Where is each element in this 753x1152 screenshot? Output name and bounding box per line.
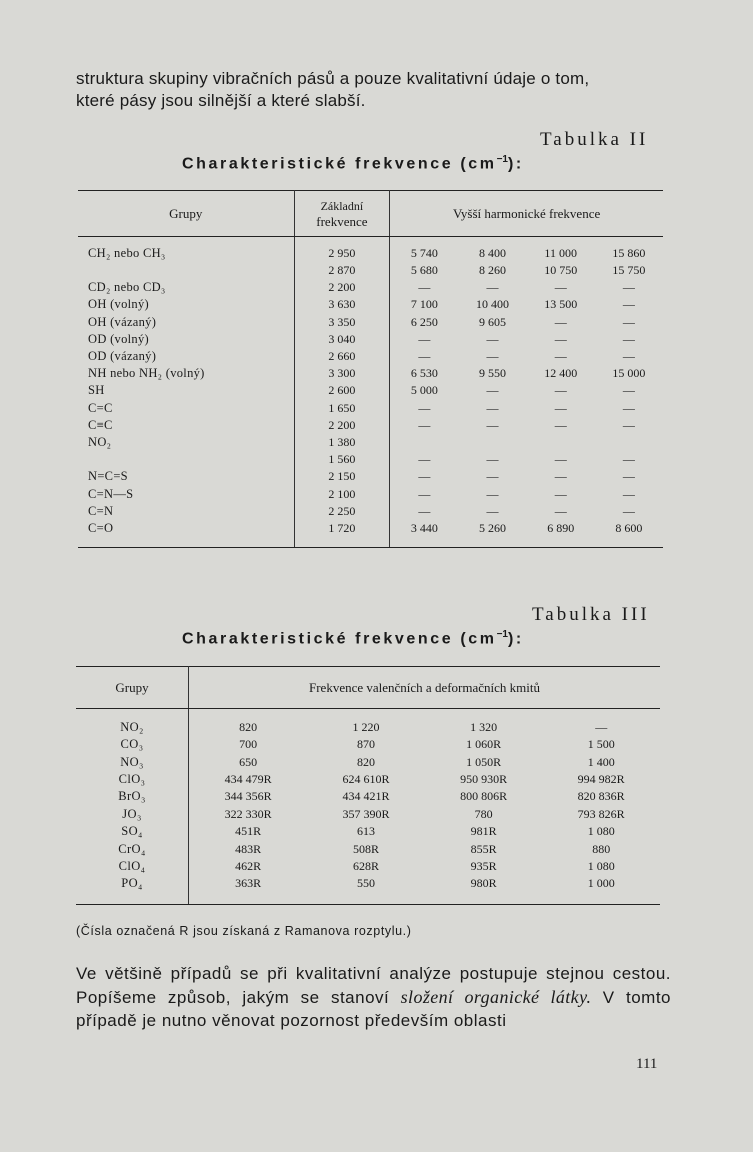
- table3-cell-frequency: 700: [239, 737, 258, 752]
- table3-cell-frequency: 363R: [189, 875, 308, 905]
- table3-cell-frequency: 800 806R: [460, 789, 508, 804]
- table2-cell-group: N=C=S: [78, 468, 294, 485]
- table2-cell-harmonic: —: [486, 280, 499, 295]
- table2-header-harmonic: Vyšší harmonické frekvence: [390, 191, 663, 237]
- table3-cell-frequency: 483R: [235, 841, 262, 856]
- table3-label: Tabulka III: [532, 604, 650, 625]
- table2-cell-harmonic: —: [554, 469, 567, 484]
- table3-cell-frequency: 880: [592, 841, 611, 856]
- table2-cell-harmonic: —: [418, 349, 431, 364]
- body-text-start: Ve většině případů se při kvalitativní analýze postupuje stejnou cestou. Popíšeme způsob, jakým se stanoví: [76, 964, 671, 1007]
- table2-row: [78, 520, 663, 548]
- table2-cell-harmonic: —: [418, 486, 431, 501]
- table3-cell-frequency: 451R: [235, 824, 262, 839]
- table2-cell-harmonic: —: [418, 331, 431, 346]
- table2-cell-base: 1 650: [294, 400, 390, 417]
- table3-cell-group: NO₃: [76, 753, 189, 770]
- table2-header-base-line1: Základní: [320, 198, 364, 213]
- table2-caption: [182, 154, 524, 173]
- table3-cell-frequency: 613: [357, 824, 376, 839]
- table2-cell-harmonic: —: [622, 314, 635, 329]
- table3-cell-frequency: 628R: [353, 858, 380, 873]
- table3-row: [76, 709, 660, 737]
- table2-cell-harmonic: [595, 434, 663, 451]
- table3-row: [76, 840, 660, 857]
- table2-cell-harmonic: —: [622, 452, 635, 467]
- table3-cell-frequency: 1 080: [587, 824, 615, 839]
- table2-cell-harmonic: 5 260: [458, 520, 526, 548]
- table3-row: [76, 788, 660, 805]
- table2-cell-harmonic: —: [486, 349, 499, 364]
- table3-cell-frequency: 508R: [353, 841, 380, 856]
- table2-cell-harmonic: 3 440: [390, 520, 459, 548]
- table2-cell-base: 1 560: [294, 451, 390, 468]
- table2-body: [78, 237, 663, 548]
- table3-cell-frequency: 624 610R: [342, 771, 390, 786]
- table2-cell-harmonic: —: [486, 486, 499, 501]
- table2-cell-harmonic: [390, 434, 459, 451]
- table3-cell-frequency: 820: [357, 754, 376, 769]
- table2-cell-group: OD (vázaný): [78, 348, 294, 365]
- table3-row: [76, 875, 660, 905]
- table2-cell-harmonic: 10 400: [476, 297, 510, 312]
- table2-caption-exponent: −1: [496, 154, 508, 165]
- table3-cell-group: ClO₄: [76, 858, 189, 875]
- table2-cell-harmonic: —: [418, 452, 431, 467]
- table3-cell-frequency: 980R: [425, 875, 543, 905]
- table3-cell-frequency: 550: [307, 875, 425, 905]
- table2-cell-harmonic: —: [554, 417, 567, 432]
- table3-cell-group: BrO₃: [76, 788, 189, 805]
- table2-row: [78, 400, 663, 417]
- table2-header-base-line2: frekvence: [316, 213, 368, 229]
- table3-row: [76, 736, 660, 753]
- table2-caption-suffix: ):: [507, 155, 524, 173]
- table2-cell-group: [78, 451, 294, 468]
- table2-cell-harmonic: 7 100: [410, 297, 438, 312]
- table2-cell-harmonic: 13 500: [544, 297, 578, 312]
- table2-cell-base: 2 660: [294, 348, 390, 365]
- table2-cell-group: C=C: [78, 400, 294, 417]
- table2-cell-harmonic: —: [554, 486, 567, 501]
- table3-cell-frequency: 870: [357, 737, 376, 752]
- table2-cell-group: CH₂ nebo CH₃: [78, 237, 294, 263]
- table3-cell-group: JO₃: [76, 806, 189, 823]
- table2-cell-harmonic: —: [622, 503, 635, 518]
- table2-cell-harmonic: —: [622, 331, 635, 346]
- table2-row: [78, 314, 663, 331]
- table3-row: [76, 753, 660, 770]
- table2-cell-harmonic: 5 740: [410, 246, 438, 260]
- table2-cell-group: SH: [78, 382, 294, 399]
- table2-cell-base: 3 630: [294, 296, 390, 313]
- table3-cell-group: CrO₄: [76, 840, 189, 857]
- table2-cell-group: CD₂ nebo CD₃: [78, 279, 294, 296]
- table3-cell-frequency: 855R: [470, 841, 497, 856]
- table2-cell-harmonic: 9 605: [479, 314, 507, 329]
- table2-cell-harmonic: —: [622, 280, 635, 295]
- table2-cell-harmonic: —: [554, 383, 567, 398]
- table2-cell-harmonic: —: [486, 452, 499, 467]
- table2-caption-text: Charakteristické frekvence (cm: [182, 155, 497, 173]
- table3-row: [76, 858, 660, 875]
- body-text-end: V tomto případě je nutno věnovat pozornost především oblasti: [76, 987, 671, 1030]
- table2-cell-harmonic: 15 000: [612, 366, 646, 381]
- table2-cell-harmonic: —: [622, 417, 635, 432]
- table2-cell-harmonic: 8 400: [479, 246, 507, 260]
- table3-cell-frequency: 1 050R: [466, 754, 502, 769]
- table3-header-row: [76, 667, 660, 709]
- table2-row: [78, 503, 663, 520]
- table2-cell-group: C=N—S: [78, 485, 294, 502]
- intro-line-2: které pásy jsou silnější a které slabší.: [76, 91, 366, 110]
- table2-cell-harmonic: 5 680: [410, 263, 438, 278]
- table3-cell-frequency: 650: [239, 754, 258, 769]
- table3-cell-frequency: 357 390R: [342, 806, 390, 821]
- table2-cell-harmonic: —: [486, 469, 499, 484]
- table3-cell-frequency: 1 320: [470, 720, 498, 734]
- table2-cell-base: 1 720: [294, 520, 390, 548]
- table3-cell-frequency: 981R: [470, 824, 497, 839]
- table2-cell-harmonic: 11 000: [544, 246, 577, 260]
- intro-paragraph: [76, 68, 676, 112]
- table2-cell-harmonic: 12 400: [544, 366, 578, 381]
- table2-cell-harmonic: —: [554, 503, 567, 518]
- table2-cell-group: C=N: [78, 503, 294, 520]
- table2-cell-harmonic: 6 250: [410, 314, 438, 329]
- table2-cell-harmonic: —: [486, 400, 499, 415]
- table2-cell-group: NO₂: [78, 434, 294, 451]
- table2-cell-harmonic: —: [554, 452, 567, 467]
- table2-cell-harmonic: 5 000: [410, 383, 438, 398]
- table2-cell-harmonic: —: [622, 400, 635, 415]
- body-paragraph: [76, 962, 671, 1033]
- table2-row: [78, 279, 663, 296]
- body-text-emphasis: složení organické látky.: [400, 986, 592, 1007]
- table2-cell-harmonic: 15 750: [612, 263, 646, 278]
- table2-row: [78, 485, 663, 502]
- table2-cell-base: 3 300: [294, 365, 390, 382]
- table2-cell-harmonic: 10 750: [544, 263, 578, 278]
- table3: [76, 666, 660, 905]
- table3-cell-frequency: 994 982R: [577, 771, 625, 786]
- table2: [78, 190, 663, 548]
- table2-row: [78, 365, 663, 382]
- table2-cell-harmonic: 8 260: [479, 263, 507, 278]
- table3-row: [76, 771, 660, 788]
- table2-cell-harmonic: —: [554, 314, 567, 329]
- intro-line-1: struktura skupiny vibračních pásů a pouze kvalitativní údaje o tom,: [76, 69, 590, 88]
- table3-cell-frequency: —: [595, 720, 608, 734]
- table3-caption-exponent: −1: [496, 629, 508, 640]
- table2-cell-harmonic: —: [554, 331, 567, 346]
- table2-row: [78, 468, 663, 485]
- table2-cell-harmonic: —: [622, 297, 635, 312]
- table2-cell-harmonic: —: [418, 417, 431, 432]
- table2-header-row: [78, 191, 663, 237]
- table3-cell-frequency: 1 400: [587, 754, 615, 769]
- table2-cell-harmonic: —: [486, 331, 499, 346]
- table2-cell-harmonic: —: [622, 486, 635, 501]
- table2-cell-harmonic: —: [622, 469, 635, 484]
- table2-cell-group: OH (volný): [78, 296, 294, 313]
- table2-cell-base: 2 150: [294, 468, 390, 485]
- table3-header-groups: Grupy: [76, 667, 189, 709]
- page-number: 111: [636, 1056, 658, 1072]
- table3-body: [76, 709, 660, 905]
- table2-cell-harmonic: [458, 434, 526, 451]
- table3-cell-group: SO₄: [76, 823, 189, 840]
- table2-cell-base: 3 350: [294, 314, 390, 331]
- table3-caption-suffix: ):: [507, 630, 524, 648]
- table3-cell-frequency: 322 330R: [224, 806, 272, 821]
- table3-cell-frequency: 1 060R: [466, 737, 502, 752]
- table3-cell-frequency: 820 836R: [577, 789, 625, 804]
- table2-header-base: [294, 191, 390, 237]
- table3-cell-frequency: 1 000: [542, 875, 660, 905]
- table3-row: [76, 806, 660, 823]
- table2-row: [78, 348, 663, 365]
- table2-cell-harmonic: —: [622, 349, 635, 364]
- table2-cell-harmonic: 8 600: [595, 520, 663, 548]
- table2-cell-harmonic: —: [486, 417, 499, 432]
- table2-label: Tabulka II: [540, 129, 649, 150]
- table2-row: [78, 451, 663, 468]
- table2-cell-base: 1 380: [294, 434, 390, 451]
- table2-cell-harmonic: —: [418, 503, 431, 518]
- table2-cell-harmonic: [527, 434, 595, 451]
- table3-cell-group: CO₃: [76, 736, 189, 753]
- table2-cell-harmonic: —: [554, 349, 567, 364]
- table2-cell-harmonic: —: [486, 383, 499, 398]
- table2-row: [78, 434, 663, 451]
- table3-cell-frequency: 434 421R: [342, 789, 390, 804]
- table2-row: [78, 417, 663, 434]
- table3-cell-frequency: 780: [474, 806, 493, 821]
- table2-cell-group: OD (volný): [78, 331, 294, 348]
- table2-cell-harmonic: 6 530: [410, 366, 438, 381]
- table3-header-freq: Frekvence valenčních a deformačních kmitů: [189, 667, 661, 709]
- table2-row: [78, 382, 663, 399]
- table2-cell-base: 2 250: [294, 503, 390, 520]
- table2-cell-base: 2 950: [294, 237, 390, 263]
- table2-row: [78, 262, 663, 279]
- table2-header-groups: Grupy: [78, 191, 294, 237]
- table2-cell-harmonic: —: [418, 280, 431, 295]
- table2-cell-base: 2 200: [294, 279, 390, 296]
- table2-cell-harmonic: 6 890: [527, 520, 595, 548]
- table2-cell-harmonic: —: [554, 280, 567, 295]
- table2-cell-harmonic: —: [418, 400, 431, 415]
- table2-cell-harmonic: —: [418, 469, 431, 484]
- table3-caption: [182, 629, 524, 648]
- table3-cell-frequency: 1 500: [587, 737, 615, 752]
- table3-cell-group: PO₄: [76, 875, 189, 905]
- table3-cell-frequency: 344 356R: [224, 789, 272, 804]
- table2-cell-base: 2 600: [294, 382, 390, 399]
- table3-cell-group: NO₂: [76, 709, 189, 737]
- table2-row: [78, 237, 663, 263]
- table3-row: [76, 823, 660, 840]
- table3-cell-frequency: 820: [239, 720, 258, 734]
- table2-cell-harmonic: 9 550: [479, 366, 507, 381]
- table2-cell-base: 3 040: [294, 331, 390, 348]
- table3-caption-text: Charakteristické frekvence (cm: [182, 630, 497, 648]
- table2-cell-base: 2 870: [294, 262, 390, 279]
- table3-cell-frequency: 1 080: [587, 858, 615, 873]
- table2-cell-harmonic: —: [622, 383, 635, 398]
- table2-cell-group: OH (vázaný): [78, 314, 294, 331]
- table3-cell-frequency: 793 826R: [577, 806, 625, 821]
- table3-cell-frequency: 1 220: [352, 720, 380, 734]
- table2-cell-harmonic: 15 860: [612, 246, 646, 260]
- table2-row: [78, 296, 663, 313]
- table2-cell-harmonic: —: [554, 400, 567, 415]
- table3-cell-group: ClO₃: [76, 771, 189, 788]
- table2-cell-group: NH nebo NH₂ (volný): [78, 365, 294, 382]
- table2-cell-base: 2 100: [294, 485, 390, 502]
- table3-cell-frequency: 935R: [470, 858, 497, 873]
- table2-cell-group: C=O: [78, 520, 294, 548]
- table3-note: (Čísla označená R jsou získaná z Ramanova rozptylu.): [76, 924, 412, 938]
- table2-cell-base: 2 200: [294, 417, 390, 434]
- table2-cell-group: C≡C: [78, 417, 294, 434]
- table3-cell-frequency: 462R: [235, 858, 262, 873]
- table2-cell-group: [78, 262, 294, 279]
- table3-cell-frequency: 950 930R: [460, 771, 508, 786]
- table3-cell-frequency: 434 479R: [224, 771, 272, 786]
- table2-cell-harmonic: —: [486, 503, 499, 518]
- table2-row: [78, 331, 663, 348]
